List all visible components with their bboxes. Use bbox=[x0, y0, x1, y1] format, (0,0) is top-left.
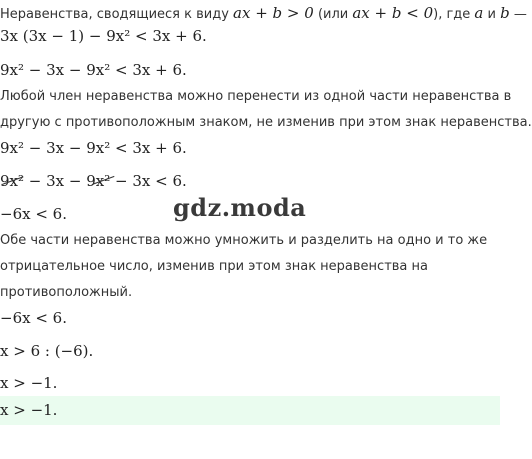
equation-original bbox=[0, 27, 207, 45]
watermark-logo: gdz.moda bbox=[173, 193, 307, 222]
equation-simplified-repeat bbox=[0, 309, 67, 327]
intro-paren-open: (или bbox=[313, 7, 353, 22]
rule-multiply-text-1: Обе части неравенства можно умножить и разделить на одно и то же bbox=[0, 233, 488, 248]
intro-dash: — bbox=[509, 7, 527, 22]
rule-multiply-line-1 bbox=[0, 233, 487, 248]
answer-text: x > −1. bbox=[0, 401, 58, 419]
intro-paren-close: ), где bbox=[433, 7, 475, 22]
equation-simplified-text: −6x < 6. bbox=[0, 205, 67, 223]
rule-multiply-text-2: отрицательное число, изменив при этом знак неравенства на bbox=[0, 259, 428, 274]
equation-expanded-text: 9x² − 3x − 9x² < 3x + 6. bbox=[0, 61, 187, 79]
intro-conj: и bbox=[483, 7, 501, 22]
equation-result-text: x > −1. bbox=[0, 374, 58, 392]
equation-cancel bbox=[0, 172, 187, 190]
equation-simplified bbox=[0, 205, 67, 223]
var-a: a bbox=[474, 4, 484, 22]
equation-expanded bbox=[0, 61, 187, 79]
equation-expanded-repeat-text: 9x² − 3x − 9x² < 3x + 6. bbox=[0, 139, 187, 157]
rule-multiply-line-2 bbox=[0, 259, 428, 274]
answer-highlight bbox=[0, 396, 500, 425]
rule-multiply-text-3: противоположный. bbox=[0, 285, 133, 300]
equation-result bbox=[0, 374, 57, 392]
rule-move-line-1 bbox=[0, 89, 511, 104]
rule-multiply-line-3 bbox=[0, 285, 132, 300]
var-b: b bbox=[500, 4, 510, 22]
inequality-greater: ax + b > 0 bbox=[233, 4, 314, 22]
rule-move-text-1: Любой член неравенства можно перенести из одной части неравенства в bbox=[0, 89, 512, 104]
equation-simplified-repeat-text: −6x < 6. bbox=[0, 309, 67, 327]
equation-cancel-text: 9x² − 3x − 9x² − 3x < 6. bbox=[0, 172, 187, 190]
inequality-less: ax + b < 0 bbox=[352, 4, 434, 22]
answer-line bbox=[0, 401, 57, 419]
intro-line bbox=[0, 4, 527, 22]
rule-move-line-2 bbox=[0, 115, 532, 130]
intro-text: Неравенства, сводящиеся к виду bbox=[0, 7, 234, 22]
equation-divide-text: x > 6 : (−6). bbox=[0, 342, 94, 360]
equation-expanded-repeat bbox=[0, 139, 187, 157]
equation-divide bbox=[0, 342, 93, 360]
equation-original-text: 3x (3x − 1) − 9x² < 3x + 6. bbox=[0, 27, 207, 45]
rule-move-text-2: другую с противоположным знаком, не изменив при этом знак неравенства. bbox=[0, 115, 532, 130]
